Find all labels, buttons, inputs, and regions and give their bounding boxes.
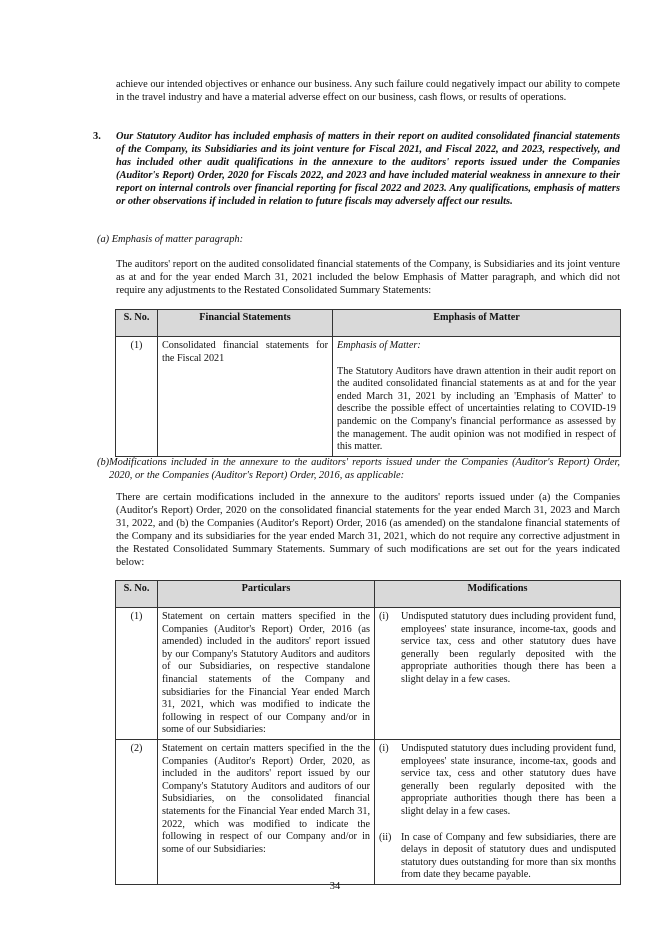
column-header: Modifications (375, 581, 621, 608)
modifications-cell (375, 739, 621, 884)
modification-item (379, 743, 616, 819)
modification-item (379, 611, 616, 687)
serial-number-cell: (1) (116, 608, 158, 740)
section-b-label: (b) (97, 457, 110, 468)
risk-factor-item (93, 131, 620, 208)
modification-text: Undisputed statutory dues including provident fund, employees' state insurance, income-tax, goods and service tax, cess and other statutory dues have generally been regularly deposited with the appropriate authorities though there has been a slight delay in a few cases. (401, 611, 616, 685)
emphasis-title: Emphasis of Matter: (337, 340, 421, 351)
financial-statement-cell: Consolidated financial statements for the Fiscal 2021 (158, 337, 333, 457)
modification-numeral: (i) (379, 742, 389, 754)
risk-factor-number: 3. (93, 131, 101, 142)
section-b-paragraph: There are certain modifications included in the annexure to the auditors' reports issued under (a) the Companies (Auditor's Report) Order, 2020 on the consolidated financial statements for the year ended March 31, 2023 and March 31, 2022, and (b) the Companies (Auditor's Report) Order, 2016 (as amended) on the standalone financial statements of the Company and its subsidiaries for the year ended March 31, 2021, which do not require any corrective adjustment in the Restated Consolidated Summary Statements. Summary of such modifications are set out for the years indicated below: (116, 492, 620, 568)
modifications-cell (375, 608, 621, 740)
table-row (116, 608, 621, 740)
modification-numeral: (i) (379, 611, 389, 622)
risk-factor-heading: Our Statutory Auditor has included emphasis of matters in their report on audited consolidated financial statements of the Company, its Subsidiaries and its joint venture for Fiscal 2021, and Fiscal 2022, and 2023, respectively, and has included other audit qualifications in the annexure to the auditors' reports issued under the Companies (Auditor's Report) Order, 2020 for Fiscals 2022, and 2023 and have included material weakness in annexure to their report on internal controls over financial reporting for fiscal 2022 and 2023. Any qualifications, emphasis of matters or other observations if included in relation to future fiscals may adversely affect our results. (116, 131, 620, 207)
column-header: Particulars (158, 581, 375, 608)
particulars-cell: Statement on certain matters specified in the Companies (Auditor's Report) Order, 2016 (as amended) included in the auditors' report issued by our Company's Statutory Auditors and auditors of our Subsidiaries, on respective standalone financial statements of the Company and subsidiaries for the Financial Year ended March 31, 2021, which was modified to indicate the following in respect of our Company and/or in some of our Subsidiaries: (158, 608, 375, 740)
emphasis-of-matter-table (115, 309, 621, 457)
serial-number-cell: (2) (116, 739, 158, 884)
modifications-table (115, 580, 621, 885)
column-header: Emphasis of Matter (333, 310, 621, 337)
section-b-heading (97, 457, 620, 483)
table-row (116, 337, 621, 457)
column-header: S. No. (116, 581, 158, 608)
table-row (116, 739, 621, 884)
particulars-cell: Statement on certain matters specified in the the Companies (Auditor's Report) Order, 2020, as included in the auditors' report issued by our Company's Statutory Auditors and auditors of our Subsidiaries, on the consolidated financial statements for the Financial Year ended March 31, 2022, which was modified to indicate the following in respect of our Company and/or in some of our Subsidiaries: (158, 739, 375, 884)
modification-numeral: (ii) (379, 831, 392, 843)
column-header: S. No. (116, 310, 158, 337)
serial-number-cell: (1) (116, 337, 158, 457)
section-b-heading-text: Modifications included in the annexure to the auditors' reports issued under the Companies (Auditor's Report) Order, 2020, or the Companies (Auditor's Report) Order, 2016, as applicable: (109, 457, 620, 481)
section-a-paragraph: The auditors' report on the audited consolidated financial statements of the Company, is Subsidiaries and its joint venture as at and for the year ended March 31, 2021 included the below Emphasis of Matter paragraph, and which did not require any adjustments to the Restated Consolidated Summary Statements: (116, 259, 620, 296)
emphasis-text: The Statutory Auditors have drawn attention in their audit report on the audited consolidated financial statements as at and for the year ended March 31, 2021 by including an 'Emphasis of Matter' to describe the possible effect of uncertainties relating to COVID-19 pandemic on the Company's financial performance as assessed by the management. The audit opinion was not modified in respect of this matter. (337, 365, 616, 453)
table-header-row (116, 581, 621, 608)
column-header: Financial Statements (158, 310, 333, 337)
emphasis-cell (333, 337, 621, 457)
table-header-row (116, 310, 621, 337)
modification-item (379, 832, 616, 882)
modification-text: In case of Company and few subsidiaries, there are delays in deposit of statutory dues and undisputed statutory dues outstanding for more than six months from date they became payable. (401, 831, 616, 881)
modification-text: Undisputed statutory dues including provident fund, employees' state insurance, income-tax, goods and service tax, cess and other statutory dues have generally been regularly deposited with the appropriate authorities though there has been a slight delay in a few cases. (401, 742, 616, 817)
page-number: 34 (329, 881, 341, 892)
section-a-heading: (a) Emphasis of matter paragraph: (97, 234, 244, 245)
intro-paragraph: achieve our intended objectives or enhance our business. Any such failure could negatively impact our ability to compete in the travel industry and have a material adverse effect on our business, cash flows, or results of operations. (116, 79, 620, 103)
